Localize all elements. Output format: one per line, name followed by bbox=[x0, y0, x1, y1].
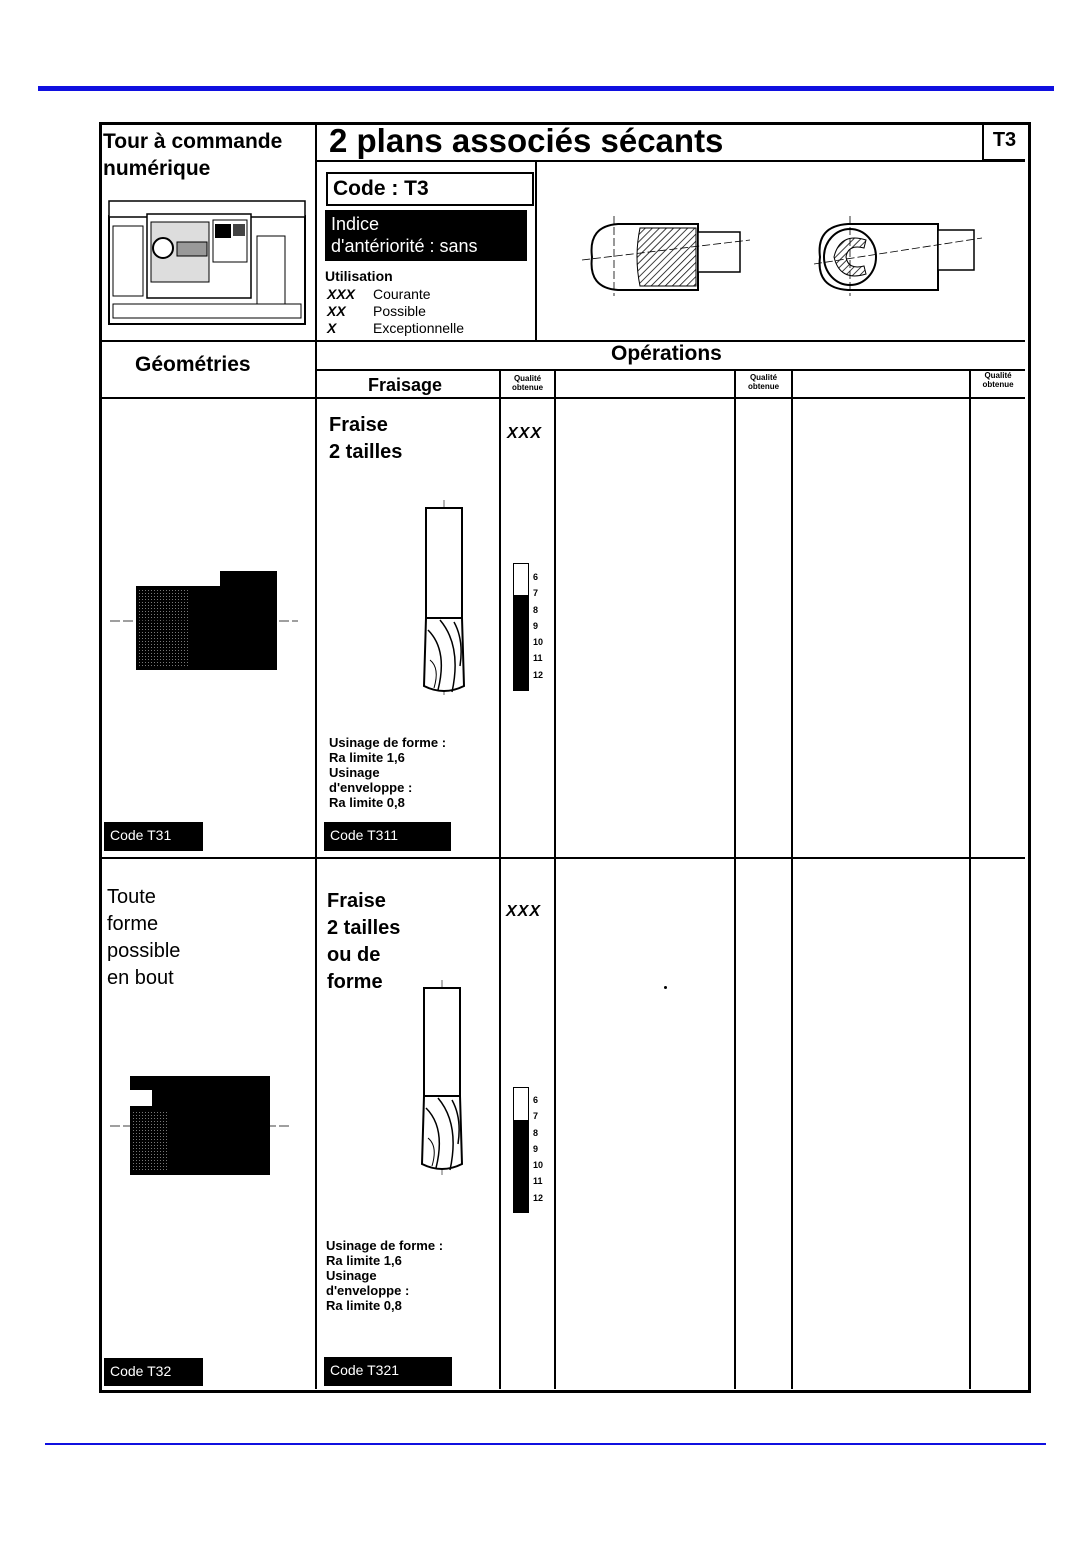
scale-label: 11 bbox=[533, 1176, 543, 1187]
top-rule bbox=[38, 86, 1054, 91]
qualite-label: Qualité bbox=[984, 371, 1012, 380]
qualite-header-2 bbox=[736, 373, 791, 391]
legend-label: Possible bbox=[373, 303, 426, 319]
bottom-rule bbox=[45, 1443, 1046, 1445]
part-sketches bbox=[578, 210, 998, 300]
code-box: Code : T3 bbox=[326, 172, 534, 206]
quality-scale-fill bbox=[514, 1120, 528, 1212]
part-sketch-2 bbox=[814, 216, 982, 296]
divider-q2-left bbox=[734, 370, 736, 1389]
divider-ops bbox=[317, 369, 1025, 371]
tool-title-line: 2 tailles bbox=[327, 917, 401, 939]
scale-label: 12 bbox=[533, 1192, 544, 1203]
geometry-text-line: possible bbox=[107, 940, 181, 962]
quality-scale-bar bbox=[513, 1087, 529, 1213]
tool-title-1 bbox=[329, 412, 402, 466]
obtenue-label: obtenue bbox=[747, 382, 780, 391]
end-mill-icon bbox=[418, 500, 470, 698]
fraisage-header: Fraisage bbox=[368, 375, 443, 395]
legend-label: Exceptionnelle bbox=[373, 320, 465, 336]
qualite-header-3 bbox=[971, 371, 1025, 389]
legend-mark: XX bbox=[327, 303, 346, 319]
note-line: d'enveloppe : bbox=[329, 780, 413, 795]
divider-colheads bbox=[101, 397, 1025, 399]
machine-title: Tour à commande numérique bbox=[103, 130, 283, 180]
legend-row-courante bbox=[327, 286, 431, 302]
indice-line-1: Indice bbox=[331, 214, 380, 234]
qualite-label: Qualité bbox=[749, 373, 778, 382]
geometry-text-line: en bout bbox=[107, 967, 174, 989]
scale-label: 7 bbox=[533, 588, 539, 599]
scale-label: 9 bbox=[533, 1143, 539, 1154]
operations-header: Opérations bbox=[611, 342, 722, 365]
tool-title-line: Fraise bbox=[327, 890, 386, 912]
note-line: Ra limite 0,8 bbox=[326, 1298, 402, 1313]
qualite-header-1 bbox=[501, 374, 554, 392]
indice-box bbox=[325, 210, 527, 261]
speck bbox=[664, 986, 667, 989]
surface-notes-2 bbox=[326, 1238, 443, 1313]
obtenue-label: obtenue bbox=[982, 380, 1014, 389]
geometry-text bbox=[107, 884, 180, 992]
divider-q3-left bbox=[969, 370, 971, 1389]
ref-badge: T3 bbox=[982, 125, 1025, 161]
cnc-lathe-illustration bbox=[107, 196, 307, 326]
tool-title-line: ou de bbox=[327, 944, 381, 966]
scale-label: 8 bbox=[533, 1127, 539, 1138]
scale-label: 11 bbox=[533, 653, 543, 664]
operation-code-t311: Code T311 bbox=[324, 822, 451, 851]
geometry-sketch-t31 bbox=[108, 568, 300, 674]
divider-title bbox=[317, 160, 1025, 162]
divider-q2-right bbox=[791, 370, 793, 1389]
operation-code-t321: Code T321 bbox=[324, 1357, 452, 1386]
page-title: 2 plans associés sécants bbox=[329, 122, 724, 159]
geometry-text-line: Toute bbox=[107, 886, 156, 908]
scale-label: 8 bbox=[533, 604, 539, 615]
usage-marks-1: XXX bbox=[507, 425, 543, 442]
scale-label: 6 bbox=[533, 572, 539, 582]
scale-label: 12 bbox=[533, 669, 544, 680]
divider-q1-left bbox=[499, 370, 501, 1389]
geometry-code-t31: Code T31 bbox=[104, 822, 203, 851]
surface-notes-1 bbox=[329, 735, 446, 810]
note-line: d'enveloppe : bbox=[326, 1283, 410, 1298]
scale-label: 10 bbox=[533, 1160, 544, 1171]
tool-title-line: forme bbox=[327, 971, 383, 993]
divider-geo-col bbox=[315, 124, 317, 1389]
legend-mark: X bbox=[327, 320, 337, 336]
note-line: Usinage bbox=[326, 1268, 377, 1283]
note-line: Ra limite 1,6 bbox=[326, 1253, 402, 1268]
geometry-sketch-t32 bbox=[108, 1072, 294, 1178]
legend-label: Courante bbox=[373, 286, 431, 302]
utilisation-title: Utilisation bbox=[325, 268, 393, 284]
note-line: Ra limite 0,8 bbox=[329, 795, 405, 810]
quality-scale-bar bbox=[513, 563, 529, 691]
scale-label: 9 bbox=[533, 620, 539, 631]
scale-label: 7 bbox=[533, 1111, 539, 1122]
note-line: Usinage bbox=[329, 765, 380, 780]
tool-title-line: 2 tailles bbox=[329, 441, 403, 463]
usage-marks-2: XXX bbox=[506, 903, 542, 920]
tool-title-line: Fraise bbox=[329, 414, 388, 436]
scale-label: 10 bbox=[533, 637, 544, 648]
quality-scale-labels bbox=[533, 1092, 543, 1206]
divider-q1-right bbox=[554, 370, 556, 1389]
quality-scale-labels bbox=[533, 569, 543, 683]
legend-row-possible bbox=[327, 303, 426, 319]
divider-header bbox=[101, 340, 1025, 342]
divider-row bbox=[101, 857, 1025, 859]
obtenue-label: obtenue bbox=[511, 383, 544, 392]
note-line: Usinage de forme : bbox=[326, 1238, 444, 1253]
note-line: Ra limite 1,6 bbox=[329, 750, 405, 765]
scale-label: 6 bbox=[533, 1095, 539, 1105]
geometry-text-line: forme bbox=[107, 913, 159, 935]
divider-sketch bbox=[535, 162, 537, 340]
part-sketch-1 bbox=[582, 216, 750, 296]
qualite-label: Qualité bbox=[513, 374, 542, 383]
quality-scale-fill bbox=[514, 595, 528, 690]
geometry-code-t32: Code T32 bbox=[104, 1358, 203, 1386]
note-line: Usinage de forme : bbox=[329, 735, 447, 750]
legend-row-exceptionnelle bbox=[327, 320, 464, 336]
end-mill-icon bbox=[416, 980, 468, 1176]
legend-mark: XXX bbox=[327, 286, 356, 302]
tool-title-2 bbox=[327, 888, 400, 996]
geometries-header: Géométries bbox=[135, 353, 251, 376]
indice-line-2: d'antériorité : sans bbox=[331, 236, 478, 256]
